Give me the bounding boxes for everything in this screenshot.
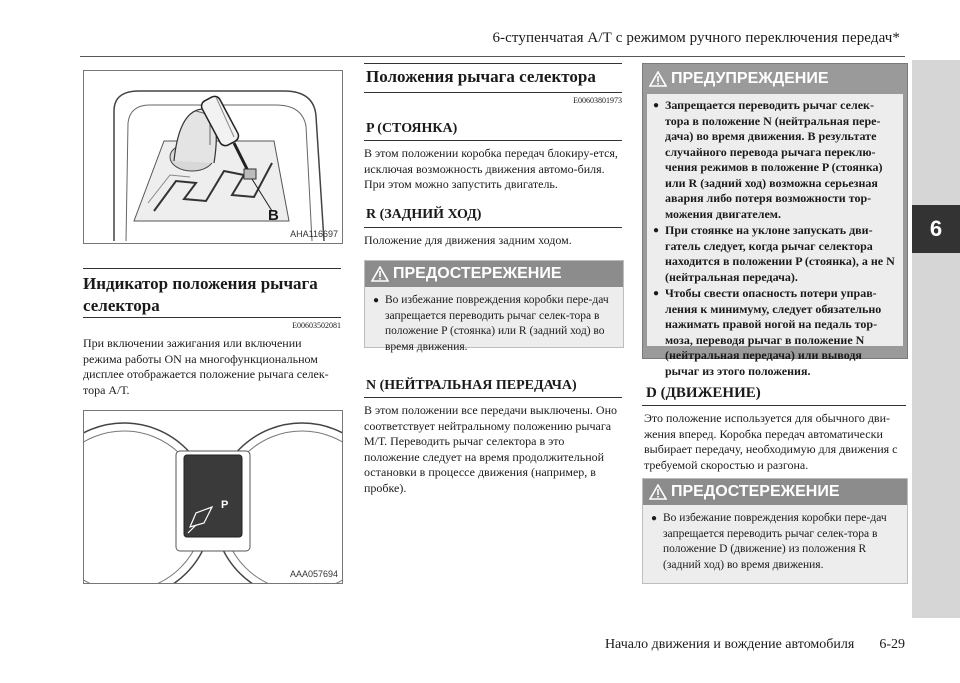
caution-box-1 xyxy=(364,260,624,353)
warning-item xyxy=(653,286,897,379)
rule-n xyxy=(364,397,622,398)
page-number: 6-29 xyxy=(879,637,905,652)
chapter-tab[interactable]: 6 xyxy=(912,205,960,253)
figure-id-2: AAA057694 xyxy=(289,569,338,579)
warning-triangle-icon xyxy=(649,71,667,87)
header-rule xyxy=(80,56,905,57)
heading-d-drive: D (ДВИЖЕНИЕ) xyxy=(646,385,761,401)
warning-body xyxy=(647,94,903,378)
paragraph-p: В этом положении коробка передач блокиру-ется, исключая возможность движения автомо-биля. При этом можно запустить двигатель. xyxy=(364,146,618,191)
cluster-gear-indicator: P xyxy=(221,499,229,511)
paragraph-d: Это положение используется для обычного дви-жения вперед. Коробка передач автоматически выбирает передачу, необходимую для движения с требуемой скоростью и разгона. xyxy=(644,411,898,472)
rule-d xyxy=(642,405,906,406)
section-title-line2: селектора xyxy=(83,296,160,315)
chapter-sidebar xyxy=(912,60,960,618)
caution-text-1: Во избежание повреждения коробки пере-дач запрещается переводить рычаг селек-тора в положение P (стоянка) или R (задний ход) во время движения. xyxy=(385,294,609,353)
heading-n-neutral: N (НЕЙТРАЛЬНАЯ ПЕРЕДАЧА) xyxy=(366,378,577,393)
bullet-icon: ● xyxy=(373,295,380,306)
warning-item xyxy=(653,98,897,222)
section-title-indicator xyxy=(83,268,341,318)
selector-lever-illustration xyxy=(84,71,342,243)
warning-item xyxy=(653,223,897,285)
paragraph-n: В этом положении все передачи выключены. Оно соответствует нейтральному положению рычага М/Т. Переводить рычаг селектора в это положение следует на время продолжительной остановки в процессе движения (например, в пробке). xyxy=(364,403,617,495)
bullet-icon: ● xyxy=(651,513,658,524)
heading-p-park: P (СТОЯНКА) xyxy=(366,121,458,136)
caution-title-text-2: ПРЕДОСТЕРЕЖЕНИЕ xyxy=(671,483,840,500)
positions-ref-code: E00603801973 xyxy=(573,96,622,105)
indicator-paragraph: При включении зажигания или включении режима работы ON на многофункциональном дисплее отображается положение рычага селек-тора А/Т. xyxy=(83,336,329,397)
figure-selector-lever xyxy=(83,70,343,244)
caution-box-2 xyxy=(642,478,908,584)
warning-triangle-icon xyxy=(649,484,667,500)
rule-p xyxy=(364,140,622,141)
section-title-positions: Положения рычага селектора xyxy=(364,63,622,93)
section-title-line1: Индикатор положения рычага xyxy=(83,274,318,293)
caution-title-text-1: ПРЕДОСТЕРЕЖЕНИЕ xyxy=(393,265,562,282)
page-header-title: 6-ступенчатая А/Т с режимом ручного переключения передач* xyxy=(492,30,900,46)
page-footer xyxy=(480,637,905,653)
figure-id: AHA116697 xyxy=(290,229,338,239)
footer-chapter-title: Начало движения и вождение автомобиля xyxy=(604,637,855,652)
bullet-icon: ● xyxy=(653,100,660,111)
warning-title xyxy=(643,64,907,94)
caution-title-1 xyxy=(365,261,623,287)
warning-item-text: Чтобы свести опасность потери управ-ления к минимуму, следует обязательно нажимать правой ногой на педаль тор-моза, переводя рычаг в положение N (нейтральная передача) или выводя рычаг из этого положения. xyxy=(665,286,882,378)
warning-item-text: Запрещается переводить рычаг селек-тора в положение N (нейтральная пере-дача) во время движения. В результате случайного перевода рычага переклю-чения режимов в положение P (стоянка) или R (задний ход) возможна серьезная авария либо потеря возможности тор-можения двигателем. xyxy=(665,98,883,221)
warning-box xyxy=(642,63,908,378)
warning-item-text: При стоянке на уклоне запускать дви-гатель следует, когда рычаг селектора находится в положении P (стоянка), а не N (нейтральная передача). xyxy=(665,223,895,284)
bullet-icon: ● xyxy=(653,225,660,236)
warning-triangle-icon xyxy=(371,266,389,282)
bullet-icon: ● xyxy=(653,288,660,299)
paragraph-r: Положение для движения задним ходом. xyxy=(364,233,572,247)
heading-r-reverse: R (ЗАДНИЙ ХОД) xyxy=(366,207,482,222)
caution-text-2: Во избежание повреждения коробки пере-дач запрещается переводить рычаг селек-тора в положение D (движение) из положения R (задний ход) во время движения. xyxy=(663,512,887,571)
warning-title-text: ПРЕДУПРЕЖДЕНИЕ xyxy=(671,70,829,87)
rule-r xyxy=(364,227,622,228)
cluster-illustration xyxy=(84,411,342,583)
figure-instrument-cluster xyxy=(83,410,343,584)
callout-label-b: B xyxy=(268,207,279,224)
caution-title-2 xyxy=(643,479,907,505)
section-ref-code: E00603502081 xyxy=(292,321,341,330)
